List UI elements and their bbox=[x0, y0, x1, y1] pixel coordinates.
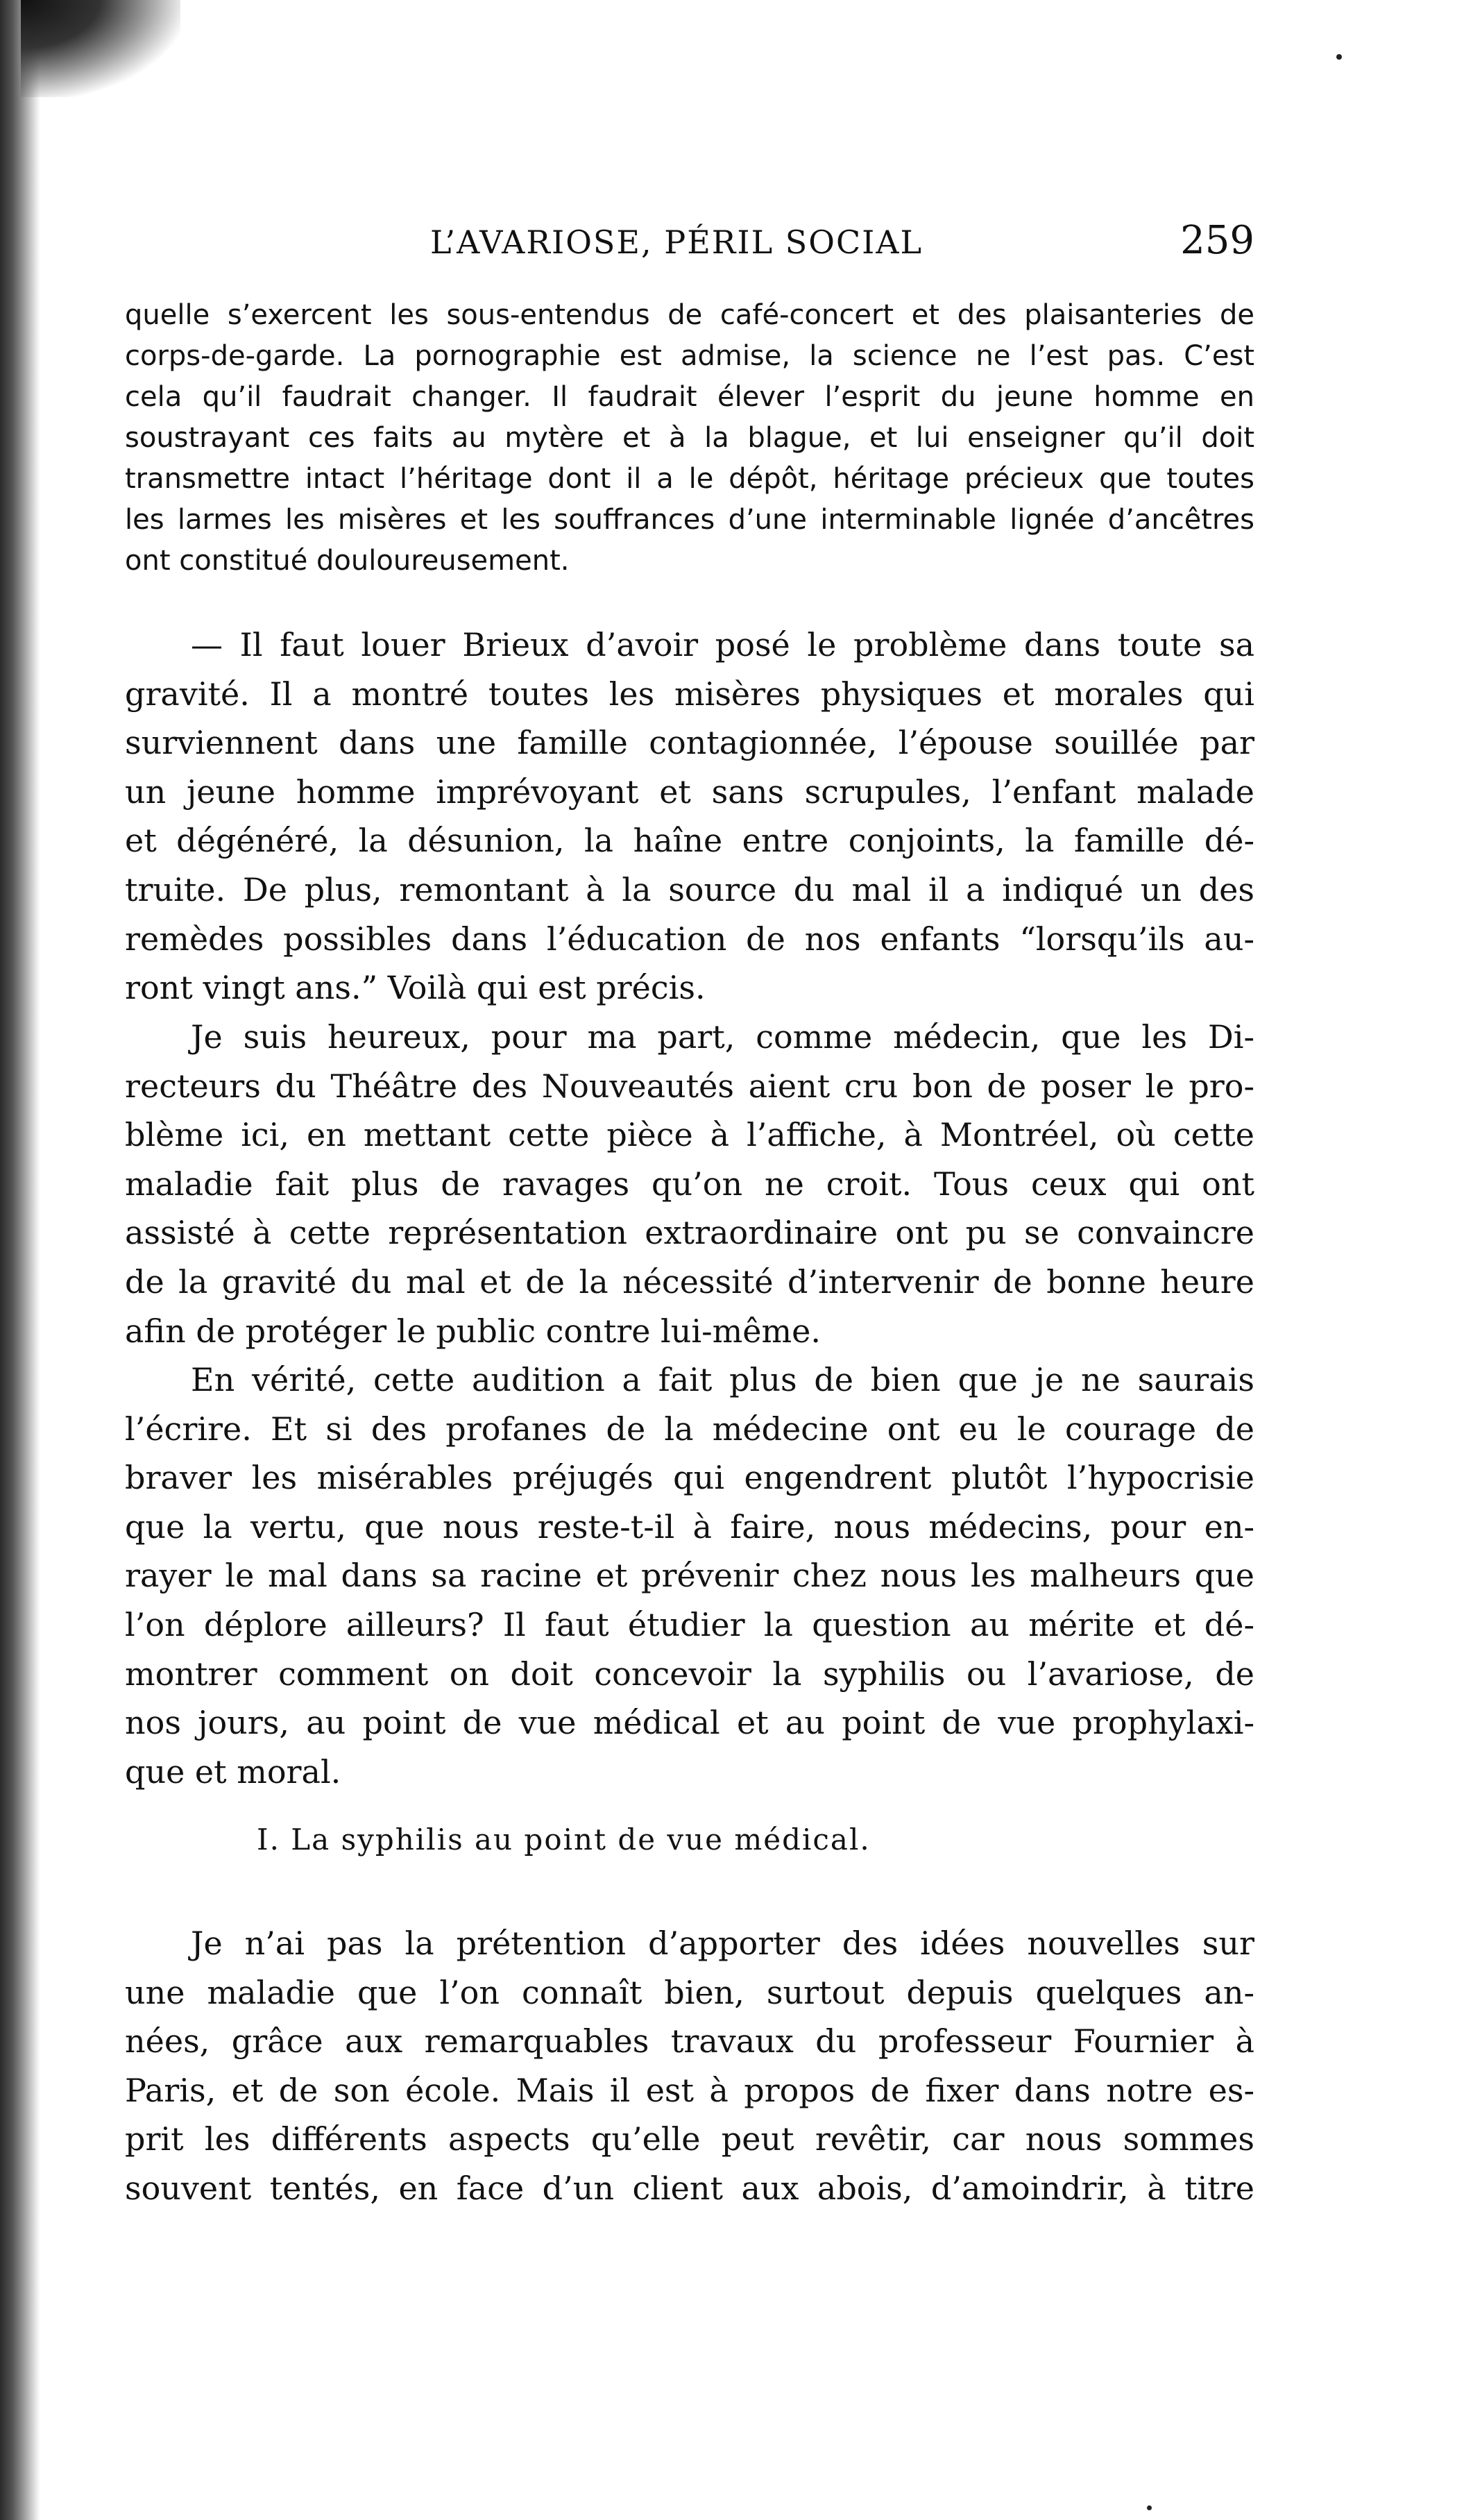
text-line: l’écrire. Et si des profanes de la médecine ont eu le courage de bbox=[125, 1410, 1254, 1448]
page-header bbox=[125, 218, 1254, 272]
text-line: En vérité, cette audition a fait plus de bien que je ne saurais bbox=[191, 1361, 1254, 1398]
text-line: ont constitué douloureusement. bbox=[125, 545, 570, 577]
text-line: rayer le mal dans sa racine et prévenir chez nous les malheurs que bbox=[125, 1557, 1254, 1595]
text-line: un jeune homme imprévoyant et sans scrupules, l’enfant malade bbox=[125, 772, 1254, 811]
text-line: surviennent dans une famille contagionnée, l’épouse souillée par bbox=[125, 724, 1254, 762]
text-line: assisté à cette représentation extraordinaire ont pu se convaincre bbox=[125, 1214, 1254, 1252]
text-line: une maladie que l’on connaît bien, surtout depuis quelques an- bbox=[125, 1973, 1254, 2011]
text-line: nos jours, au point de vue médical et au point de vue prophylaxi- bbox=[125, 1704, 1254, 1742]
text-line: quelle s’exercent les sous-entendus de café-concert et des plaisanteries de bbox=[125, 299, 1254, 331]
text-line: corps-de-garde. La pornographie est admise, la science ne l’est pas. C’est bbox=[125, 340, 1254, 372]
text-line: truite. De plus, remontant à la source du mal il a indiqué un des bbox=[125, 870, 1254, 908]
text-line: braver les misérables préjugés qui engendrent plutôt l’hypocrisie bbox=[125, 1459, 1254, 1497]
text-line: nées, grâce aux remarquables travaux du professeur Fournier à bbox=[125, 2022, 1254, 2061]
text-line: remèdes possibles dans l’éducation de nos enfants “lorsqu’ils au- bbox=[125, 920, 1254, 958]
ink-speck bbox=[1147, 2505, 1152, 2510]
text-line: blème ici, en mettant cette pièce à l’affiche, à Montréel, où cette bbox=[125, 1116, 1254, 1154]
text-line: gravité. Il a montré toutes les misères physiques et morales qui bbox=[125, 675, 1254, 713]
binding-shadow bbox=[0, 0, 40, 2520]
text-line: les larmes les misères et les souffrances d’une interminable lignée d’ancêtres bbox=[125, 504, 1254, 536]
paragraph-brieux bbox=[125, 620, 1254, 1013]
text-line: Je suis heureux, pour ma part, comme médecin, que les Di- bbox=[191, 1018, 1254, 1056]
paragraph-quote bbox=[125, 295, 1254, 582]
paragraph-pretention bbox=[125, 1919, 1254, 2213]
text-line: et dégénéré, la désunion, la haîne entre conjoints, la famille dé- bbox=[125, 822, 1254, 860]
paragraph-directeurs bbox=[125, 1013, 1254, 1355]
text-line: recteurs du Théâtre des Nouveautés aient cru bon de poser le pro- bbox=[125, 1067, 1254, 1105]
ink-speck bbox=[1336, 54, 1342, 60]
text-line: cela qu’il faudrait changer. Il faudrait élever l’esprit du jeune homme en bbox=[125, 381, 1254, 413]
text-line: afin de protéger le public contre lui-même. bbox=[125, 1312, 821, 1350]
text-line: Je n’ai pas la prétention d’apporter des idées nouvelles sur bbox=[191, 1925, 1254, 1962]
paragraph-verite bbox=[125, 1355, 1254, 1796]
text-line: ront vingt ans.” Voilà qui est précis. bbox=[125, 969, 706, 1007]
text-line: maladie fait plus de ravages qu’on ne croit. Tous ceux qui ont bbox=[125, 1165, 1254, 1203]
text-line: que la vertu, que nous reste-t-il à faire, nous médecins, pour en- bbox=[125, 1507, 1254, 1546]
running-title: L’AVARIOSE, PÉRIL SOCIAL bbox=[430, 223, 923, 261]
text-line: transmettre intact l’héritage dont il a le dépôt, héritage précieux que toutes bbox=[125, 463, 1254, 495]
page-number: 259 bbox=[1180, 218, 1254, 263]
text-line: montrer comment on doit concevoir la syphilis ou l’avariose, de bbox=[125, 1655, 1254, 1693]
text-line: soustrayant ces faits au mytère et à la blague, et lui enseigner qu’il doit bbox=[125, 422, 1254, 454]
text-line: l’on déplore ailleurs? Il faut étudier la question au mérite et dé- bbox=[125, 1605, 1254, 1643]
text-line: prit les différents aspects qu’elle peut revêtir, car nous sommes bbox=[125, 2120, 1254, 2158]
text-line: que et moral. bbox=[125, 1752, 341, 1791]
section-heading-text: I. La syphilis au point de vue médical. bbox=[257, 1823, 871, 1857]
ink-blot bbox=[21, 0, 180, 97]
text-line: Paris, et de son école. Mais il est à propos de fixer dans notre es- bbox=[125, 2071, 1254, 2109]
text-line: de la gravité du mal et de la nécessité d’intervenir de bonne heure bbox=[125, 1262, 1254, 1301]
text-line: souvent tentés, en face d’un client aux abois, d’amoindrir, à titre bbox=[125, 2169, 1254, 2207]
text-line: — Il faut louer Brieux d’avoir posé le problème dans toute sa bbox=[191, 626, 1254, 663]
